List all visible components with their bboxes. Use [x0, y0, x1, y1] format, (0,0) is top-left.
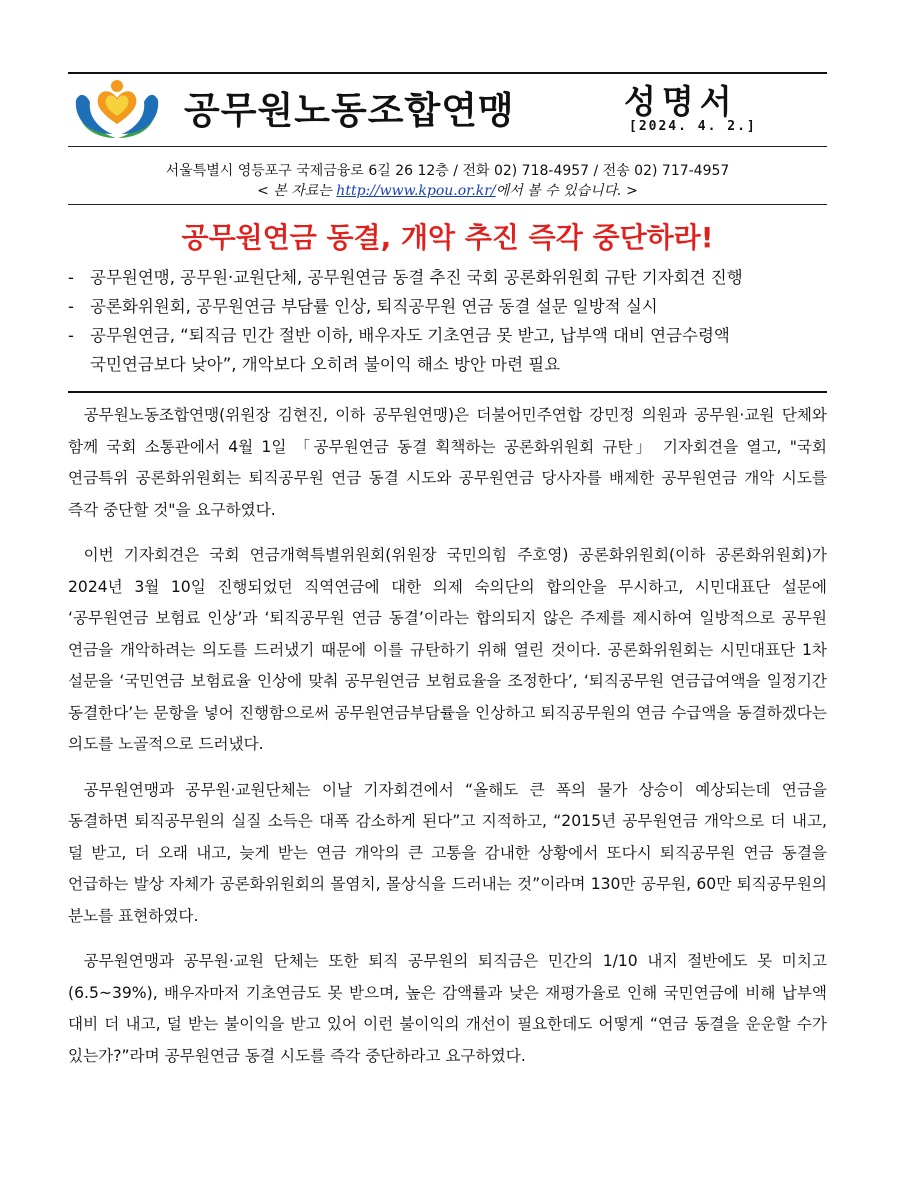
summary-bullet [68, 321, 827, 379]
summary-rule [68, 391, 827, 393]
header-rule [68, 146, 827, 147]
body-text [68, 400, 827, 1086]
bullet-text: 공무원연금, “퇴직금 민간 절반 이하, 배우자도 기초연금 못 받고, 납부액 대비 연금수령액 [90, 326, 730, 345]
headline: 공무원연금 동결, 개악 추진 즉각 중단하라! [181, 221, 714, 254]
doc-date: [2024. 4. 2.] [629, 119, 757, 134]
body-paragraph: 공무원노동조합연맹(위원장 김현진, 이하 공무원연맹)은 더불어민주연합 강민정 의원과 공무원·교원 단체와 함께 국회 소통관에서 4월 1일 「공무원연금 동결 획책하는 공론화위원회 규탄」 기자회견을 열고, "국회 연금특위 공론화위원회는 퇴직공무원 연금 동결 시도와 공무원연금 당사자를 배제한 공무원연금 개악 시도를 즉각 중단할 것"을 요구하였다. [68, 406, 827, 519]
website-notice [68, 180, 827, 200]
body-paragraph: 공무원연맹과 공무원·교원단체는 이날 기자회견에서 “올해도 큰 폭의 물가 상승이 예상되는데 연금을 동결하면 퇴직공무원의 실질 소득은 대폭 감소하게 된다”고 지적하고, “2015년 공무원연금 개악으로 더 내고, 덜 받고, 더 오래 내고, 늦게 받는 연금 개악의 큰 고통을 감내한 상황에서 또다시 퇴직공무원 연금 동결을 언급하는 발상 자체가 공론화위원회의 몰염치, 몰상식을 드러내는 것”이라며 130만 공무원, 60만 퇴직공무원의 분노를 표현하였다. [68, 780, 827, 925]
org-name: 공무원노동조합연맹 [184, 89, 515, 132]
notice-rule [68, 204, 827, 205]
body-paragraph: 이번 기자회견은 국회 연금개혁특별위원회(위원장 국민의힘 주호영) 공론화위원회(이하 공론화위원회)가 2024년 3월 10일 진행되었던 직역연금에 대한 의제 숙의단의 합의안을 무시하고, 시민대표단 설문에 ‘공무원연금 보험료 인상’과 ‘퇴직공무원 연금 동결’이라는 합의되지 않은 주제를 제시하여 일방적으로 공무원 연금을 개악하려는 의도를 드러냈기 때문에 이를 규탄하기 위해 열린 것이다. 공론화위원회는 시민대표단 1차 설문을 ‘국민연금 보험료율 인상에 맞춰 공무원연금 보험료율을 조정한다’, ‘퇴직공무원 연금급여액을 일정기간 동결한다’는 문항을 넣어 진행함으로써 공무원연금부담률을 인상하고 퇴직공무원의 연금 수급액을 동결하겠다는 의도를 노골적으로 드러냈다. [68, 546, 827, 753]
bullet-dash: - [68, 297, 74, 316]
notice-prefix: < 본 자료는 [257, 183, 337, 199]
contact-info: 서울특별시 영등포구 국제금융로 6길 26 12층 / 전화 02) 718-4957 / 전송 02) 717-4957 [165, 163, 730, 179]
body-paragraph: 공무원연맹과 공무원·교원 단체는 또한 퇴직 공무원의 퇴직금은 민간의 1/10 내지 절반에도 못 미치고(6.5~39%), 배우자마저 기초연금도 못 받으며, 높은 감액률과 낮은 재평가율로 인해 국민연금에 비해 납부액 대비 더 내고, 덜 받는 불이익을 받고 있어 이런 불이익의 개선이 필요한데도 어떻게 “연금 동결을 운운할 수가 있는가?”라며 공무원연금 동결 시도를 즉각 중단하라고 요구하였다. [68, 952, 827, 1065]
union-logo-icon [72, 76, 162, 140]
summary-bullet [68, 263, 827, 292]
bullet-text: 공무원연맹, 공무원·교원단체, 공무원연금 동결 추진 국회 공론화위원회 규탄 기자회견 진행 [90, 268, 743, 287]
summary-bullet [68, 292, 827, 321]
bullet-dash: - [68, 326, 74, 345]
website-link[interactable]: http://www.kpou.or.kr/ [336, 183, 496, 199]
bullet-dash: - [68, 268, 74, 287]
bullet-text: 공론화위원회, 공무원연금 부담률 인상, 퇴직공무원 연금 동결 설문 일방적 실시 [90, 297, 658, 316]
top-rule [68, 72, 827, 74]
doc-type-title: 성명서 [624, 82, 738, 121]
notice-suffix: 에서 볼 수 있습니다. > [495, 183, 638, 199]
summary-bullets [68, 263, 827, 379]
bullet-text-continued: 국민연금보다 낮아”, 개악보다 오히려 불이익 해소 방안 마련 필요 [90, 355, 561, 374]
